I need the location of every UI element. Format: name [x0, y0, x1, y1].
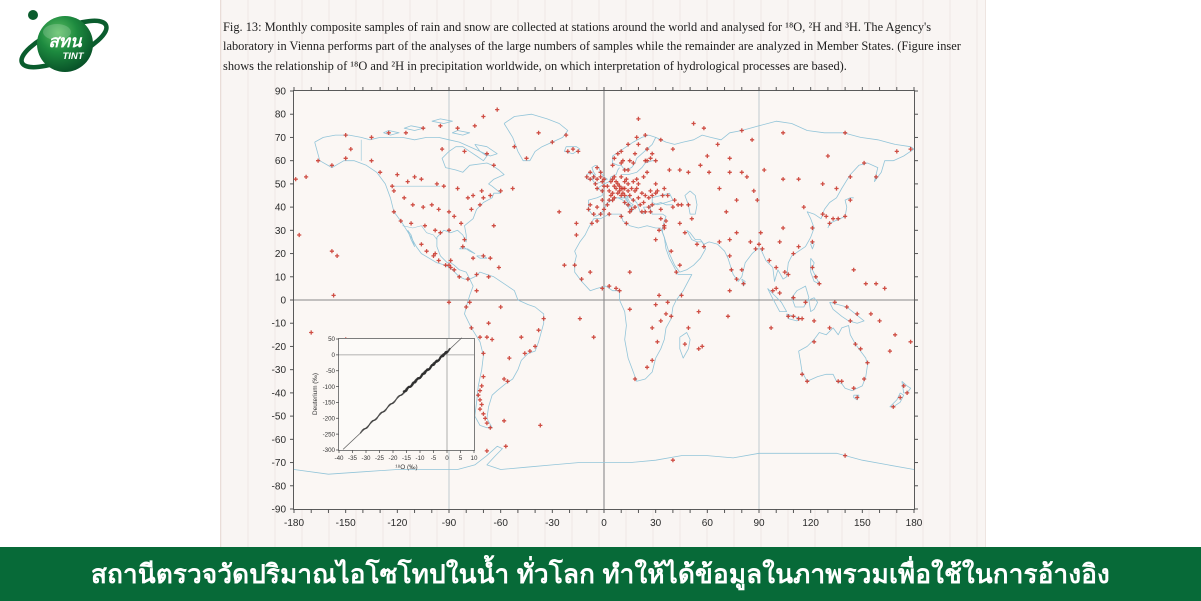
svg-text:60: 60: [274, 156, 286, 168]
banner-text: สถานีตรวจวัดปริมาณไอโซโทปในน้ำ ทั่วโลก ทำให้ได้ข้อมูลในภาพรวมเพื่อใช้ในการอ้างอิง: [91, 558, 1110, 589]
svg-text:-50: -50: [326, 367, 335, 375]
svg-text:10: 10: [274, 272, 286, 284]
svg-text:-80: -80: [271, 481, 286, 493]
svg-text:-100: -100: [322, 383, 335, 391]
svg-text:180: 180: [905, 518, 923, 529]
svg-text:0: 0: [280, 295, 286, 307]
svg-text:-90: -90: [441, 518, 457, 529]
svg-text:-30: -30: [545, 518, 560, 529]
svg-text:-150: -150: [335, 518, 356, 529]
svg-text:20: 20: [274, 249, 286, 261]
svg-text:-120: -120: [387, 518, 408, 529]
svg-text:90: 90: [753, 518, 765, 529]
inset-chart-canvas: [312, 336, 478, 471]
world-map-figure: [271, 86, 923, 529]
svg-text:10: 10: [470, 455, 478, 462]
caption-line-2: laboratory in Vienna performs part of the analyses of the large numbers of samples while the remainder are analyzed in Member States. (Figure inser: [223, 39, 961, 54]
svg-text:-10: -10: [415, 455, 425, 462]
svg-text:-10: -10: [271, 318, 286, 330]
figure-caption: [223, 18, 985, 74]
tint-logo-graphic: [12, 2, 116, 84]
svg-text:-250: -250: [322, 431, 335, 439]
svg-text:80: 80: [274, 109, 286, 121]
tint-logo: [12, 2, 116, 84]
caption-line-3: shows the relationship of ¹⁸O and ²H in precipitation worldwide, on which interpretation of hydrological processes are based).: [223, 58, 847, 73]
svg-text:-180: -180: [283, 518, 305, 529]
svg-text:-40: -40: [271, 388, 286, 400]
caption-line-1: Fig. 13: Monthly composite samples of rain and snow are collected at stations around the world and analysed for ¹⁸O, ²H and ³H. The Agency's: [223, 20, 932, 34]
svg-text:90: 90: [274, 86, 286, 98]
svg-text:50: 50: [274, 179, 286, 191]
svg-text:-5: -5: [430, 455, 437, 462]
svg-text:50: 50: [328, 336, 335, 344]
svg-text:Deuterium (‰): Deuterium (‰): [312, 373, 319, 415]
svg-text:-40: -40: [334, 455, 344, 462]
bottom-banner: [0, 547, 1201, 601]
logo-latin-text: TINT: [62, 51, 84, 62]
svg-text:-30: -30: [271, 365, 286, 377]
svg-text:60: 60: [701, 518, 713, 529]
svg-text:-25: -25: [375, 455, 384, 462]
svg-text:30: 30: [274, 225, 286, 237]
svg-text:-30: -30: [361, 455, 371, 462]
svg-text:-150: -150: [322, 399, 335, 407]
svg-text:0: 0: [445, 455, 449, 462]
svg-text:5: 5: [458, 455, 463, 462]
svg-text:0: 0: [601, 518, 607, 529]
logo-thai-text: สทน: [48, 32, 82, 51]
svg-text:-90: -90: [271, 504, 286, 516]
svg-text:-20: -20: [271, 341, 286, 353]
svg-text:-60: -60: [493, 518, 508, 529]
svg-text:70: 70: [274, 132, 286, 144]
svg-text:¹⁸O (‰): ¹⁸O (‰): [395, 464, 418, 471]
svg-text:-20: -20: [388, 455, 398, 462]
svg-text:-15: -15: [402, 455, 411, 462]
svg-text:40: 40: [274, 202, 286, 214]
svg-text:-50: -50: [271, 411, 286, 423]
svg-text:-60: -60: [271, 434, 286, 446]
svg-text:-200: -200: [322, 415, 335, 423]
svg-text:120: 120: [802, 518, 820, 529]
svg-text:-300: -300: [322, 447, 335, 455]
svg-text:150: 150: [853, 518, 871, 529]
svg-text:0: 0: [331, 352, 335, 360]
svg-text:-70: -70: [271, 458, 286, 470]
svg-text:-35: -35: [348, 455, 357, 462]
svg-text:30: 30: [650, 518, 662, 529]
inset-chart: [312, 336, 478, 471]
